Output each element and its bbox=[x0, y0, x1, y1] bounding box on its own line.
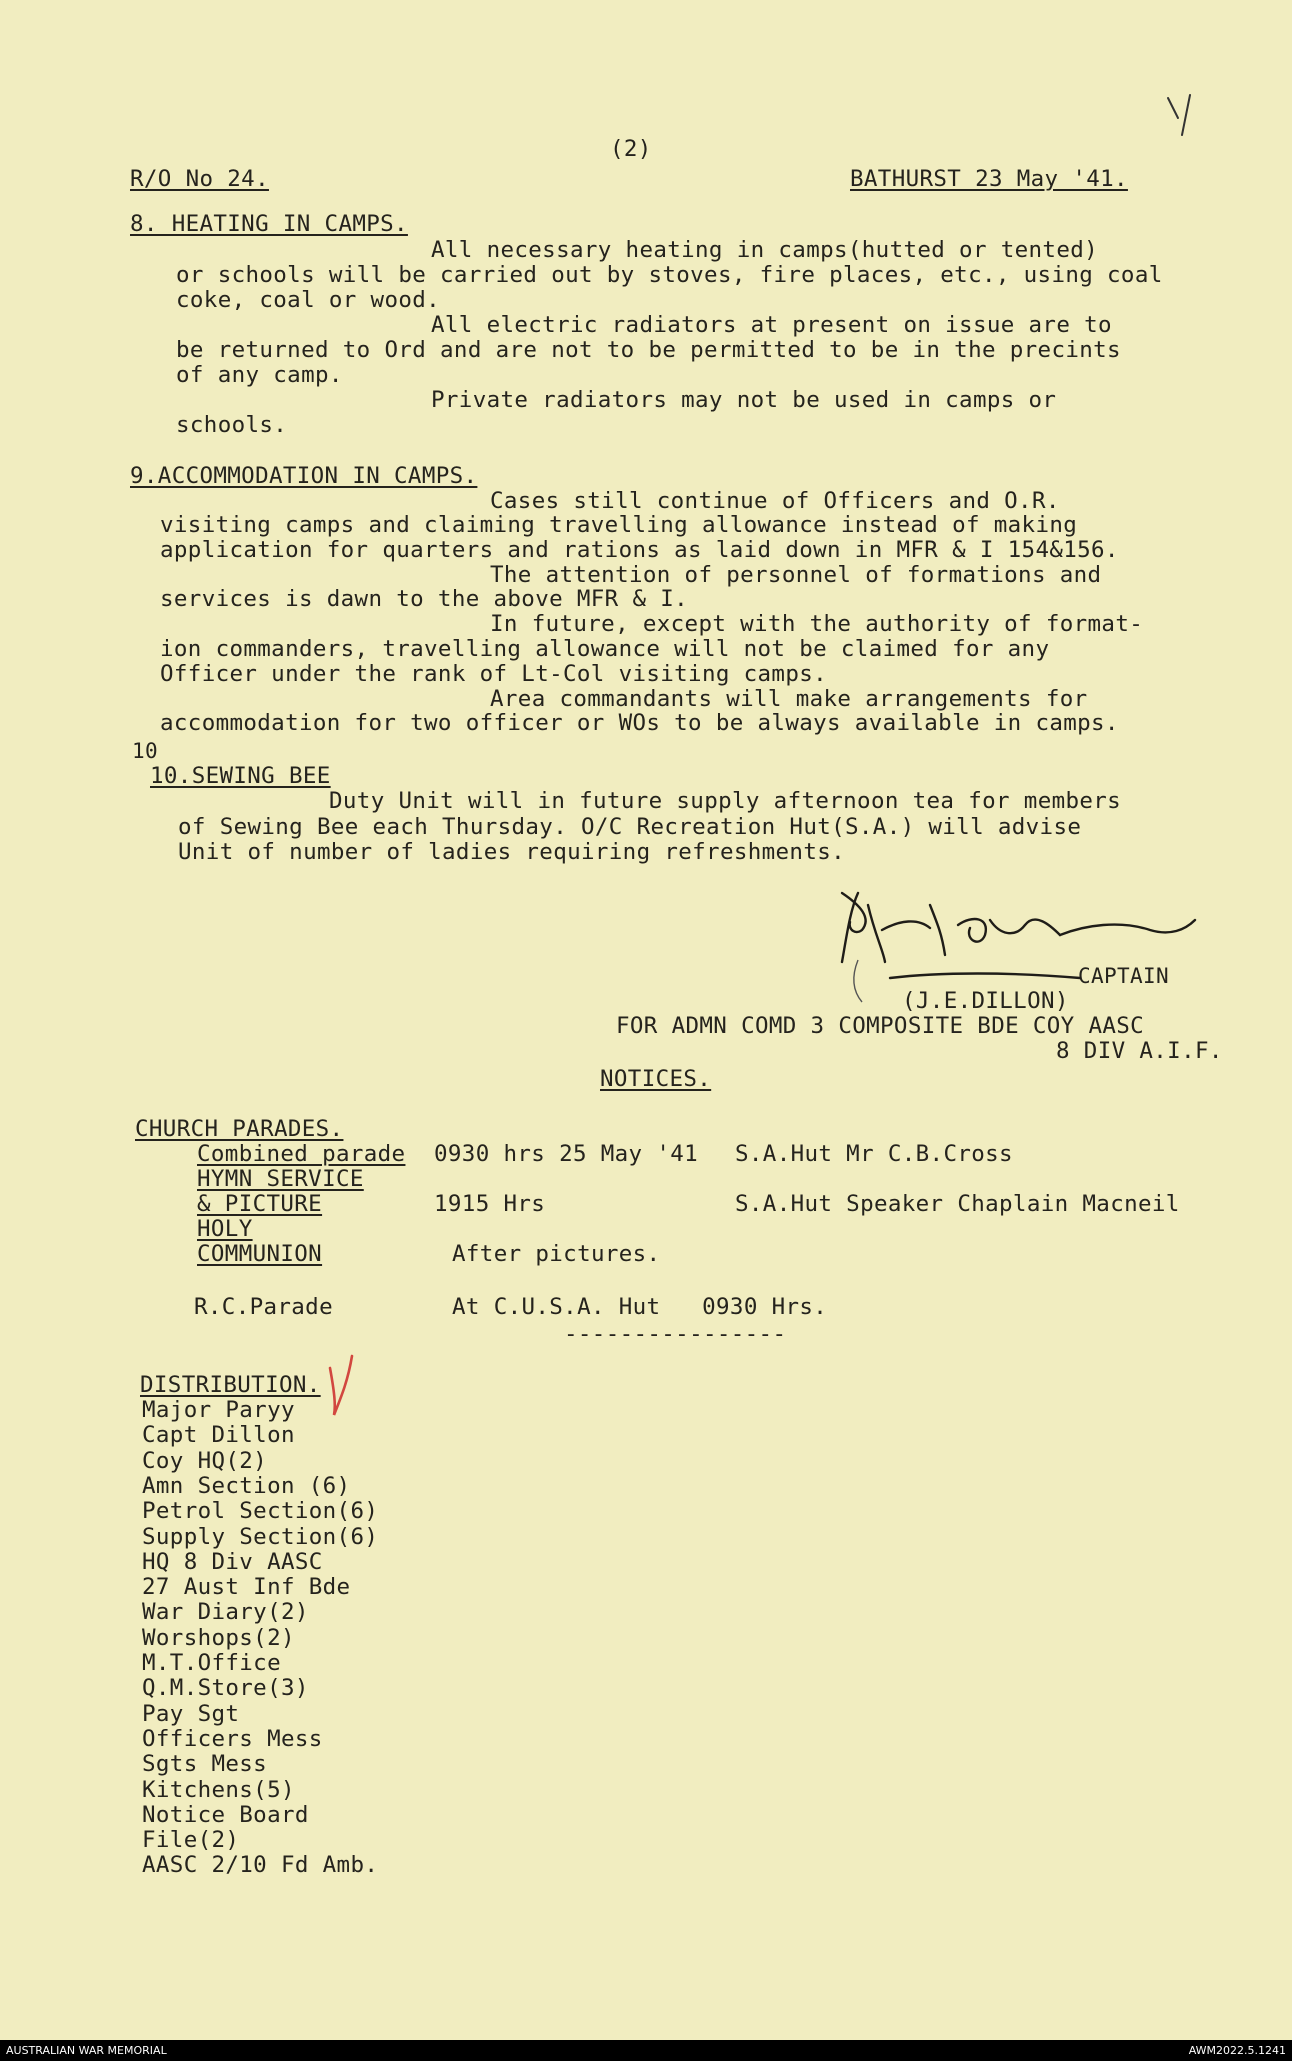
distribution-item: Pay Sgt bbox=[142, 1700, 240, 1727]
distribution-item: Sgts Mess bbox=[142, 1751, 268, 1778]
accommodation-line: Area commandants will make arrangements for bbox=[490, 686, 1088, 712]
notice-time: At C.U.S.A. Hut 0930 Hrs. bbox=[452, 1294, 828, 1320]
accommodation-heading: 9.ACCOMMODATION IN CAMPS. bbox=[130, 463, 478, 489]
heating-line: or schools will be carried out by stoves, fire places, etc., using coal bbox=[176, 262, 1163, 288]
heating-line: be returned to Ord and are not to be permitted to be in the precints bbox=[176, 337, 1121, 363]
accommodation-line: Cases still continue of Officers and O.R. bbox=[490, 488, 1060, 514]
notices-title: NOTICES. bbox=[600, 1066, 712, 1092]
accommodation-line: services is dawn to the above MFR & I. bbox=[160, 586, 689, 612]
distribution-item: Amn Section (6) bbox=[142, 1472, 351, 1499]
sewing-line: of Sewing Bee each Thursday. O/C Recreation Hut(S.A.) will advise bbox=[178, 814, 1082, 840]
distribution-item: Major Paryy bbox=[142, 1397, 295, 1423]
accommodation-line: visiting camps and claiming travelling allowance instead of making bbox=[160, 512, 1078, 538]
signatory-division: 8 DIV A.I.F. bbox=[1056, 1038, 1223, 1064]
heating-line: All electric radiators at present on issue are to bbox=[431, 312, 1112, 338]
archive-footer bbox=[0, 2040, 1292, 2061]
distribution-heading: DISTRIBUTION. bbox=[140, 1372, 321, 1398]
pencil-bracket-icon bbox=[854, 960, 862, 1002]
distribution-item: Kitchens(5) bbox=[142, 1776, 295, 1803]
signature-scrawl bbox=[842, 893, 1195, 978]
pencil-mark-icon bbox=[1168, 95, 1190, 135]
heating-heading: 8. HEATING IN CAMPS. bbox=[130, 211, 408, 237]
stray-section-number: 10 bbox=[132, 739, 158, 763]
distribution-item: 27 Aust Inf Bde bbox=[142, 1574, 351, 1601]
sewing-line: Duty Unit will in future supply afternoon tea for members bbox=[329, 788, 1122, 814]
notice-label: COMMUNION bbox=[197, 1241, 323, 1267]
heating-line: schools. bbox=[176, 412, 288, 438]
heating-line: All necessary heating in camps(hutted or tented) bbox=[431, 237, 1099, 263]
accommodation-line: accommodation for two officer or WOs to be always available in camps. bbox=[160, 710, 1119, 736]
notice-label: Combined parade bbox=[197, 1141, 406, 1167]
notice-label: & PICTURE bbox=[197, 1191, 323, 1217]
accession-number: AWM2022.5.1241 bbox=[1188, 2044, 1286, 2057]
distribution-item: AASC 2/10 Fd Amb. bbox=[142, 1852, 379, 1879]
accommodation-line: Officer under the rank of Lt-Col visiting camps. bbox=[160, 661, 828, 687]
distribution-item: Notice Board bbox=[142, 1801, 309, 1828]
distribution-item: File(2) bbox=[142, 1827, 240, 1854]
notice-label: HYMN SERVICE bbox=[197, 1166, 364, 1192]
accommodation-line: In future, except with the authority of format- bbox=[490, 611, 1144, 637]
order-reference: R/O No 24. bbox=[130, 166, 269, 192]
sewing-heading: 10.SEWING BEE bbox=[150, 763, 331, 789]
place-date: BATHURST 23 May '41. bbox=[850, 166, 1128, 192]
notices-divider: ---------------- bbox=[564, 1321, 787, 1347]
distribution-item: HQ 8 Div AASC bbox=[142, 1548, 323, 1575]
distribution-item: Officers Mess bbox=[142, 1725, 323, 1752]
heating-line: of any camp. bbox=[176, 362, 343, 388]
accommodation-line: ion commanders, travelling allowance will not be claimed for any bbox=[160, 636, 1050, 662]
sewing-line: Unit of number of ladies requiring refreshments. bbox=[178, 839, 846, 865]
notice-time: 0930 hrs 25 May '41 bbox=[434, 1141, 699, 1167]
distribution-item: Coy HQ(2) bbox=[142, 1447, 268, 1474]
institution-label: AUSTRALIAN WAR MEMORIAL bbox=[6, 2044, 167, 2057]
notice-time: After pictures. bbox=[452, 1241, 661, 1267]
notice-time: 1915 Hrs bbox=[434, 1191, 546, 1217]
notice-label: R.C.Parade bbox=[194, 1294, 333, 1320]
signatory-for-line: FOR ADMN COMD 3 COMPOSITE BDE COY AASC bbox=[616, 1013, 1145, 1039]
heating-line: Private radiators may not be used in camps or bbox=[431, 387, 1057, 413]
page-number: (2) bbox=[610, 136, 652, 162]
distribution-item: Q.M.Store(3) bbox=[142, 1675, 309, 1702]
distribution-item: War Diary(2) bbox=[142, 1599, 309, 1626]
church-parades-heading: CHURCH PARADES. bbox=[135, 1116, 344, 1142]
signatory-name: (J.E.DILLON) bbox=[902, 988, 1069, 1014]
accommodation-line: application for quarters and rations as laid down in MFR & I 154&156. bbox=[160, 537, 1119, 563]
distribution-item: Petrol Section(6) bbox=[142, 1498, 379, 1525]
distribution-item: Worshops(2) bbox=[142, 1624, 295, 1651]
signatory-rank: CAPTAIN bbox=[1078, 964, 1169, 988]
distribution-item: M.T.Office bbox=[142, 1650, 281, 1676]
red-tick-icon bbox=[330, 1356, 352, 1415]
accommodation-line: The attention of personnel of formations and bbox=[490, 562, 1102, 588]
notice-label: HOLY bbox=[197, 1216, 253, 1242]
distribution-item: Capt Dillon bbox=[142, 1422, 295, 1449]
heating-line: coke, coal or wood. bbox=[176, 287, 441, 313]
distribution-item: Supply Section(6) bbox=[142, 1523, 379, 1550]
notice-detail: S.A.Hut Mr C.B.Cross bbox=[735, 1141, 1013, 1167]
notice-detail: S.A.Hut Speaker Chaplain Macneil bbox=[735, 1191, 1180, 1217]
